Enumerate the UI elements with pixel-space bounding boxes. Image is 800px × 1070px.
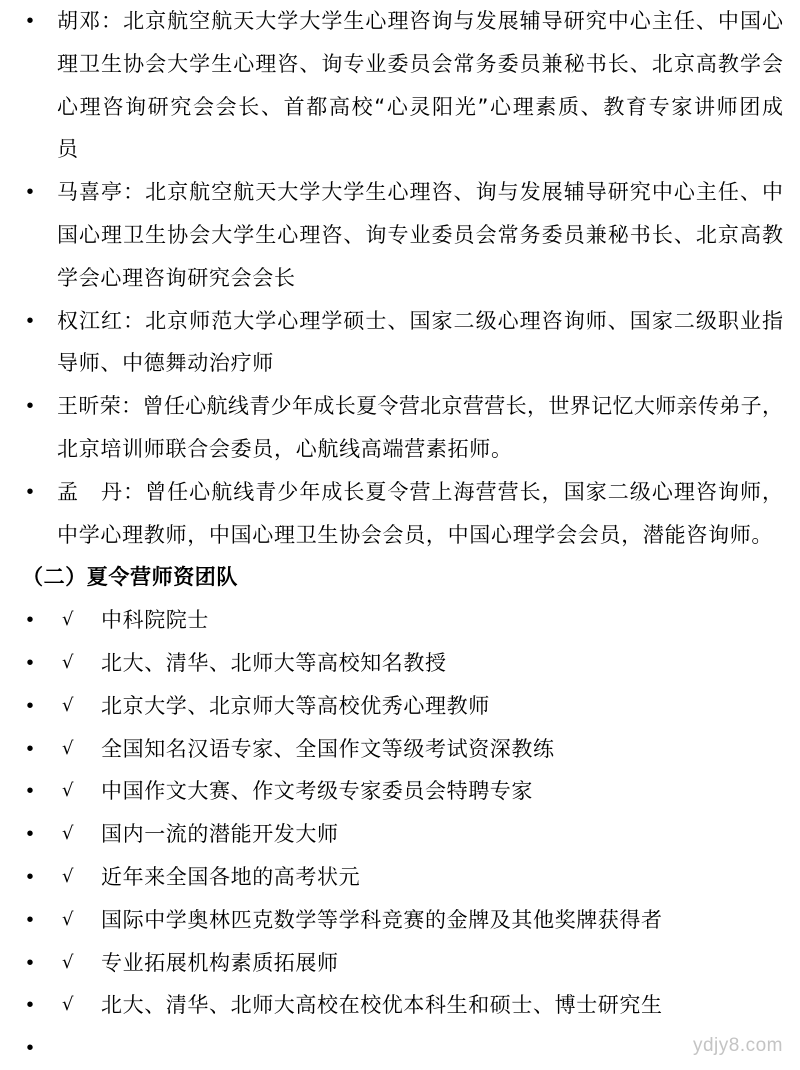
check-mark-icon: √	[62, 865, 74, 887]
faculty-entry-line: 权江红：北京师范大学心理学硕士、国家二级心理咨询师、国家二级职业指	[57, 308, 783, 333]
faculty-entry-line: 理卫生协会大学生心理咨、询专业委员会常务委员兼秘书长、北京高教学会	[57, 51, 783, 76]
faculty-entry-wang-xinrong	[0, 385, 800, 471]
team-item-label: 近年来全国各地的高考状元	[101, 864, 361, 889]
bullet-icon: •	[26, 480, 34, 503]
team-list-item	[0, 599, 800, 642]
team-item-label: 国际中学奥林匹克数学等学科竞赛的金牌及其他奖牌获得者	[101, 907, 663, 932]
check-mark-icon: √	[62, 737, 74, 759]
bullet-icon: •	[26, 823, 34, 846]
faculty-entry-line: 北京培训师联合会委员，心航线高端营素拓师。	[57, 436, 513, 461]
team-item-label: 北京大学、北京师大等高校优秀心理教师	[101, 693, 490, 718]
faculty-entry-line: 马喜亭：北京航空航天大学大学生心理咨、询与发展辅导研究中心主任、中	[57, 180, 783, 205]
faculty-entry-line: 国心理卫生协会大学生心理咨、询专业委员会常务委员兼秘书长、北京高教	[57, 222, 783, 247]
team-list-item	[0, 728, 800, 771]
faculty-entry-text	[57, 171, 783, 299]
bullet-icon: •	[26, 10, 34, 32]
faculty-entry-line: 员	[57, 137, 79, 162]
faculty-entry-text	[57, 385, 783, 471]
team-list-item	[0, 899, 800, 942]
faculty-entry-quan-jianghong	[0, 300, 800, 386]
check-mark-icon: √	[62, 609, 74, 631]
section-heading: （二）夏令营师资团队	[22, 565, 238, 590]
team-list-item	[0, 642, 800, 685]
check-mark-icon: √	[62, 823, 74, 845]
bullet-icon: •	[26, 1037, 34, 1060]
bullet-icon: •	[26, 780, 34, 803]
check-mark-icon: √	[62, 780, 74, 802]
bullet-icon: •	[26, 309, 34, 332]
team-item-label: 中国作文大赛、作文考级专家委员会特聘专家	[101, 779, 533, 804]
team-item-label: 北大、清华、北师大高校在校优本科生和硕士、博士研究生	[101, 993, 663, 1018]
faculty-entry-ma-xiting	[0, 171, 800, 299]
bullet-icon: •	[26, 908, 34, 931]
team-list-item	[0, 942, 800, 985]
team-item-label: 中科院院士	[101, 608, 209, 633]
bullet-icon: •	[26, 951, 34, 974]
bullet-icon: •	[26, 609, 34, 632]
team-list-item	[0, 685, 800, 728]
watermark: ydjy8.com	[692, 1035, 783, 1056]
team-item-label: 专业拓展机构素质拓展师	[101, 950, 339, 975]
empty-list-item	[0, 1027, 800, 1070]
check-mark-icon: √	[62, 908, 74, 930]
team-list-item	[0, 984, 800, 1027]
team-item-label: 国内一流的潜能开发大师	[101, 822, 339, 847]
faculty-entry-text	[57, 300, 783, 386]
faculty-entry-line: 中学心理教师，中国心理卫生协会会员，中国心理学会会员，潜能咨询师。	[57, 522, 774, 547]
check-mark-icon: √	[62, 651, 74, 673]
team-list	[0, 599, 800, 1070]
check-mark-icon: √	[62, 994, 74, 1016]
check-mark-icon: √	[62, 694, 74, 716]
bullet-icon: •	[26, 994, 34, 1017]
faculty-entry-hu-deng	[0, 0, 800, 171]
faculty-entry-line: 心理咨询研究会会长、首都高校“心灵阳光”心理素质、教育专家讲师团成	[57, 94, 783, 119]
faculty-entry-text	[57, 0, 783, 171]
bullet-icon: •	[26, 694, 34, 717]
bullet-icon: •	[26, 395, 34, 418]
bullet-icon: •	[26, 181, 34, 204]
faculty-entry-line: 导师、中德舞动治疗师	[57, 351, 274, 376]
faculty-entry-line: 学会心理咨询研究会会长	[57, 265, 296, 290]
bullet-icon: •	[26, 737, 34, 760]
bullet-icon: •	[26, 865, 34, 888]
faculty-entry-meng-dan	[0, 471, 800, 557]
team-list-item	[0, 856, 800, 899]
faculty-entry-line: 孟 丹：曾任心航线青少年成长夏令营上海营营长，国家二级心理咨询师，	[57, 479, 783, 504]
faculty-entry-line: 王昕荣：曾任心航线青少年成长夏令营北京营营长，世界记忆大师亲传弟子，	[57, 394, 783, 419]
faculty-entry-line: 胡邓：北京航空航天大学大学生心理咨询与发展辅导研究中心主任、中国心	[57, 9, 783, 33]
team-item-label: 北大、清华、北师大等高校知名教授	[101, 650, 447, 675]
team-item-label: 全国知名汉语专家、全国作文等级考试资深教练	[101, 736, 555, 761]
faculty-entry-text	[57, 471, 783, 557]
team-list-item	[0, 813, 800, 856]
bullet-icon: •	[26, 651, 34, 674]
team-list-item	[0, 770, 800, 813]
check-mark-icon: √	[62, 951, 74, 973]
